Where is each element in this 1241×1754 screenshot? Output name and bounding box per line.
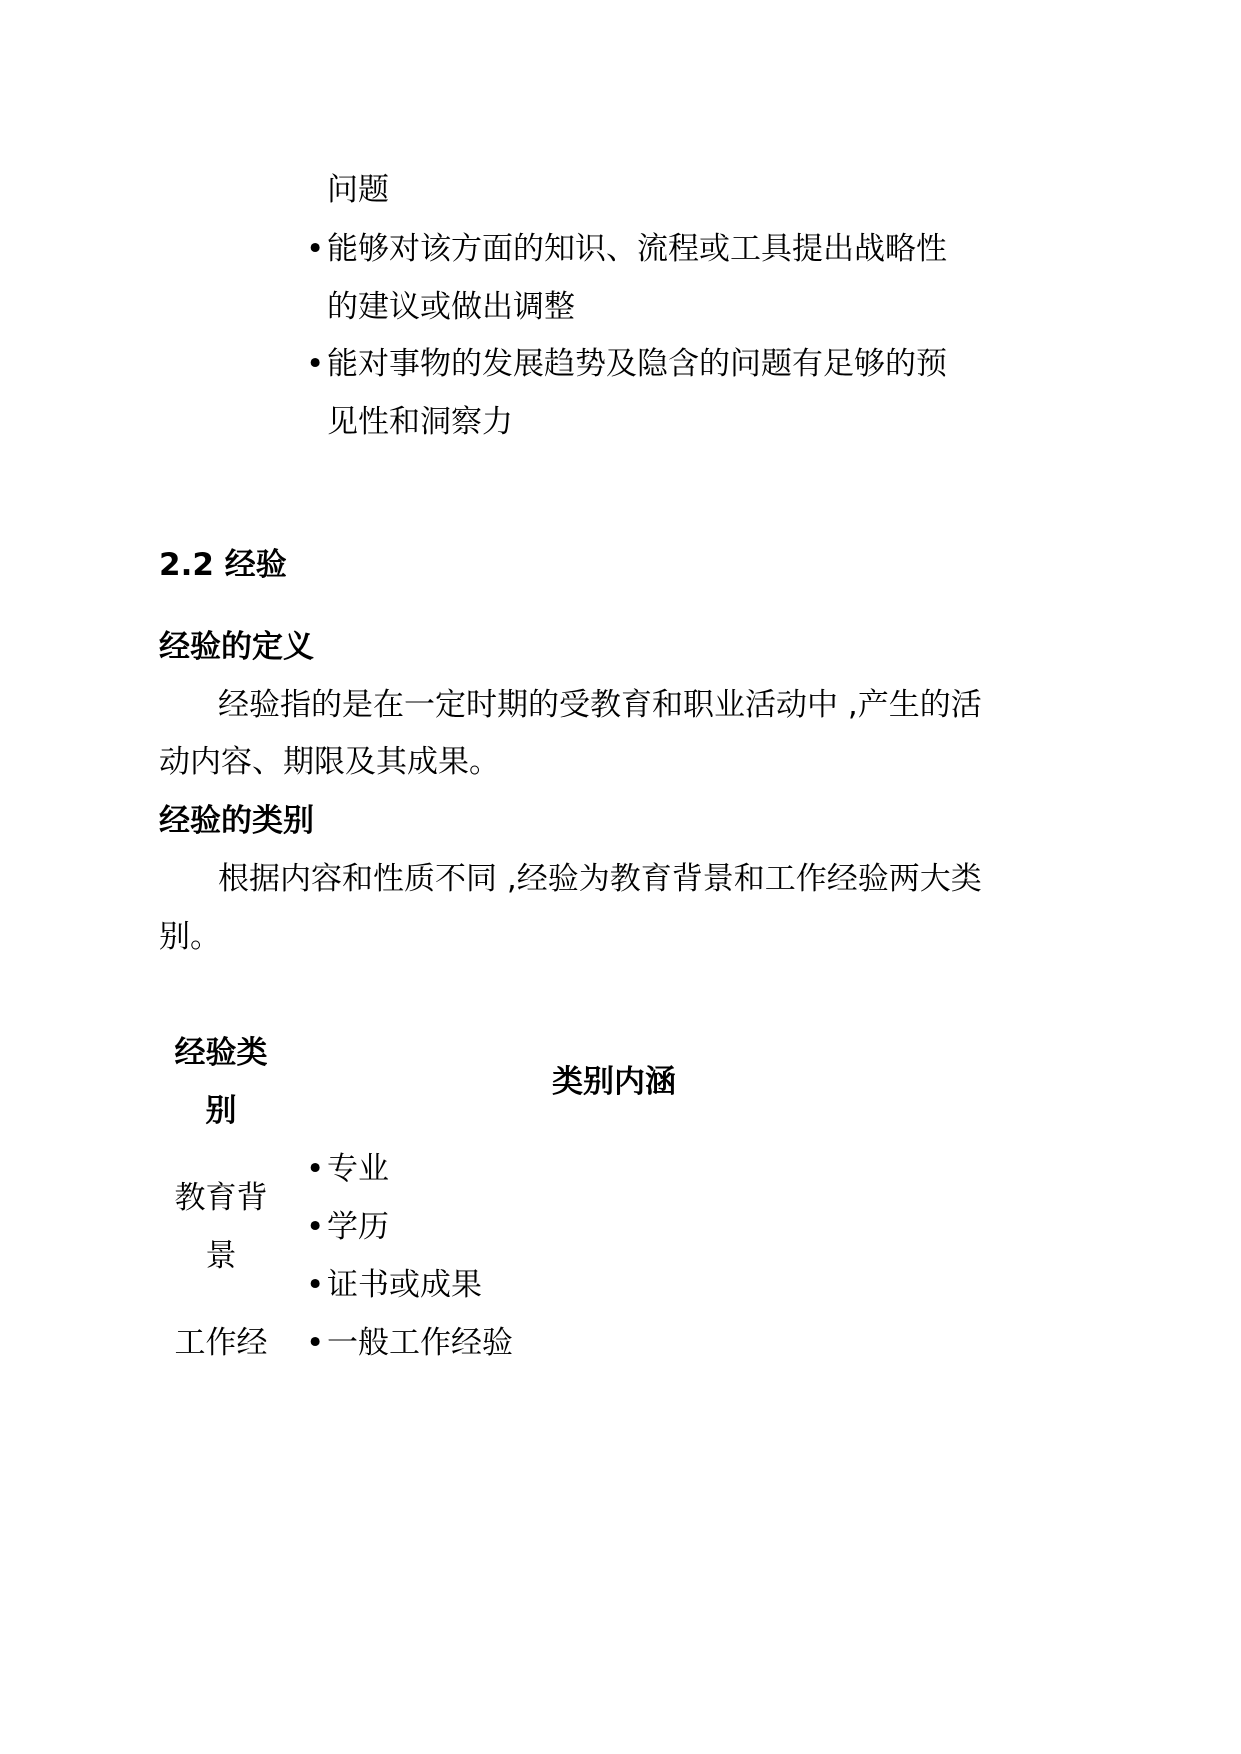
category-paragraph-line: 根据内容和性质不同 ,经验为教育背景和工作经验两大类 [218, 861, 982, 897]
table-cell-label [160, 1323, 282, 1363]
table-cell-label-line: 工作经 [174, 1325, 268, 1361]
bullet-icon: • [306, 1267, 325, 1303]
bullet-icon: • [306, 1151, 325, 1187]
list-item-line: 能对事物的发展趋势及隐含的问题有足够的预 [327, 346, 947, 382]
table-header-cell: 类别内涵 [552, 1064, 676, 1100]
list-item-line: 能够对该方面的知识、流程或工具提出战略性 [327, 231, 947, 267]
table-header-cell [160, 1033, 282, 1131]
definition-heading: 经验的定义 [159, 629, 314, 665]
bullet-icon: • [306, 231, 325, 267]
table-cell-label-line: 教育背 [174, 1180, 268, 1216]
table-list-item: 学历 [327, 1209, 389, 1245]
table-list-item: 证书或成果 [327, 1267, 482, 1303]
bullet-icon: • [306, 1325, 325, 1361]
table-header-line: 别 [205, 1093, 237, 1129]
definition-paragraph-line: 经验指的是在一定时期的受教育和职业活动中 ,产生的活 [218, 687, 982, 723]
list-item-line: 的建议或做出调整 [327, 289, 575, 325]
category-heading: 经验的类别 [159, 803, 314, 839]
list-continuation: 问题 [327, 172, 389, 208]
table-header-line: 经验类 [174, 1035, 268, 1071]
table-list-item: 专业 [327, 1151, 389, 1187]
table-list-item: 一般工作经验 [327, 1325, 513, 1361]
bullet-icon: • [306, 1209, 325, 1245]
table-cell-label-line: 景 [205, 1238, 237, 1274]
bullet-icon: • [306, 346, 325, 382]
list-item-line: 见性和洞察力 [327, 404, 513, 440]
category-paragraph-line: 别。 [159, 919, 221, 955]
definition-paragraph-line: 动内容、期限及其成果。 [159, 744, 500, 780]
table-cell-label [160, 1178, 282, 1276]
section-heading: 2.2 经验 [159, 547, 287, 583]
